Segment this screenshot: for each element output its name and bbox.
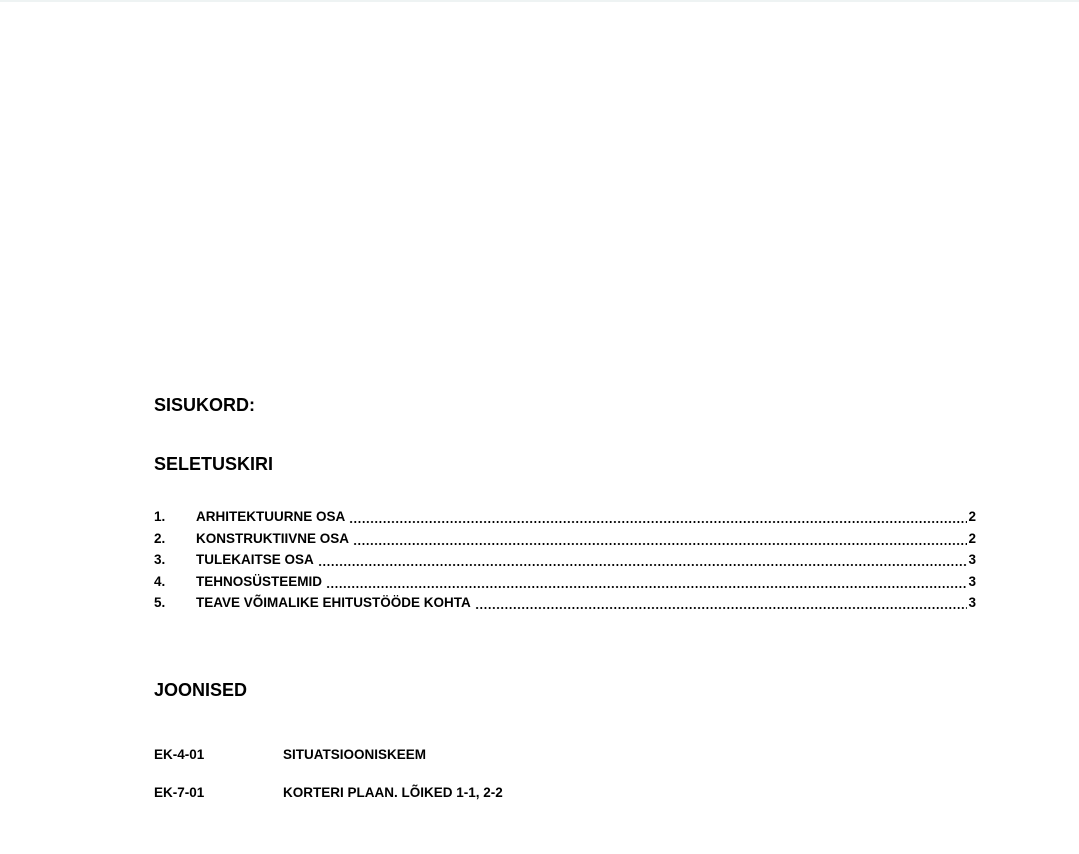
drawing-entry xyxy=(154,745,503,783)
toc-entry-title: ARHITEKTUURNE OSA xyxy=(196,509,346,524)
toc-entry-number: 2. xyxy=(154,530,166,546)
toc-entry-page: 3 xyxy=(968,573,976,589)
drawing-code: EK-7-01 xyxy=(154,785,205,800)
toc-entry-page: 2 xyxy=(968,509,976,524)
toc-dot-leader xyxy=(349,506,967,528)
toc-entry-number: 1. xyxy=(154,509,166,524)
toc-entry[interactable] xyxy=(154,571,976,593)
toc-entry[interactable] xyxy=(154,506,976,528)
toc-entry-number: 5. xyxy=(154,595,166,610)
toc-entry[interactable] xyxy=(154,592,976,614)
drawing-entry xyxy=(154,783,503,821)
toc-dot-leader xyxy=(475,592,968,614)
drawing-code: EK-4-01 xyxy=(154,747,205,762)
toc-entry-page: 3 xyxy=(968,595,976,610)
toc-dot-leader xyxy=(353,528,967,550)
toc-entry[interactable] xyxy=(154,549,976,571)
toc-entry-page: 2 xyxy=(968,530,976,546)
page-top-edge xyxy=(0,0,1079,2)
toc-entry-number: 3. xyxy=(154,552,166,567)
drawings-heading: JOONISED xyxy=(154,680,248,700)
toc-entry-title: TEAVE VÕIMALIKE EHITUSTÖÖDE KOHTA xyxy=(196,595,471,610)
toc-entry-title: KONSTRUKTIIVNE OSA xyxy=(196,530,350,546)
toc-entry-number: 4. xyxy=(154,573,166,589)
toc-dot-leader xyxy=(318,549,968,571)
toc-entry-title: TULEKAITSE OSA xyxy=(196,552,314,567)
table-of-contents xyxy=(154,506,976,614)
drawing-title: SITUATSIOONISKEEM xyxy=(283,747,427,762)
toc-entry-page: 3 xyxy=(968,552,976,567)
explanatory-note-heading: SELETUSKIRI xyxy=(154,454,274,474)
drawings-list xyxy=(154,745,503,821)
toc-dot-leader xyxy=(326,571,967,593)
toc-entry[interactable] xyxy=(154,528,976,550)
toc-entry-title: TEHNOSÜSTEEMID xyxy=(196,573,323,589)
contents-heading: SISUKORD: xyxy=(154,395,256,415)
drawing-title: KORTERI PLAAN. LÕIKED 1-1, 2-2 xyxy=(283,785,503,800)
